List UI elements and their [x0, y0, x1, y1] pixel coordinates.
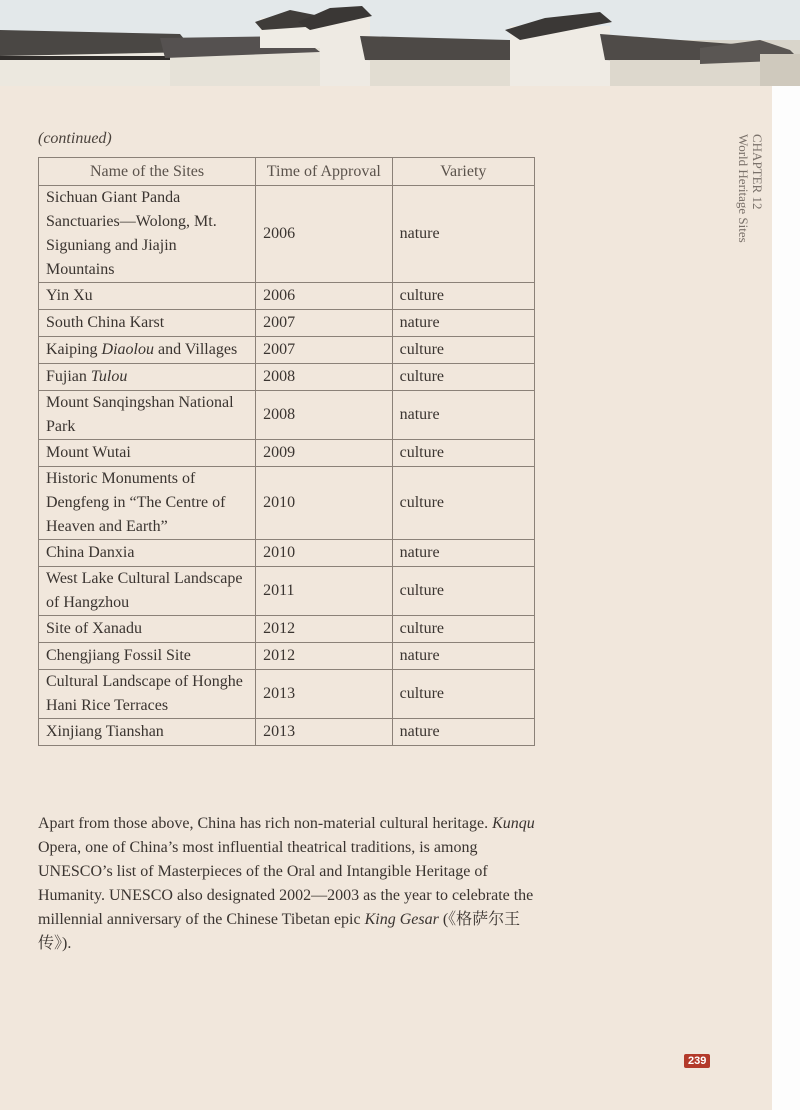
site-name: Xinjiang Tianshan [39, 719, 256, 746]
site-name [39, 337, 256, 364]
table-row [39, 616, 535, 643]
site-name: Mount Sanqingshan National Park [39, 391, 256, 440]
table-row [39, 283, 535, 310]
site-year: 2009 [256, 440, 393, 467]
site-name: China Danxia [39, 540, 256, 567]
site-variety: nature [392, 540, 534, 567]
table-row [39, 186, 535, 283]
table-row [39, 540, 535, 567]
site-variety: culture [392, 337, 534, 364]
table-row [39, 643, 535, 670]
rooftops-illustration [0, 0, 800, 88]
site-name-part: Fujian [46, 368, 91, 385]
site-variety: culture [392, 467, 534, 540]
site-name: Yin Xu [39, 283, 256, 310]
chapter-side-label [736, 134, 764, 243]
table-row [39, 391, 535, 440]
site-year: 2011 [256, 567, 393, 616]
heritage-paragraph [38, 812, 538, 956]
site-name: Historic Monuments of Dengfeng in “The Centre of Heaven and Earth” [39, 467, 256, 540]
site-year: 2008 [256, 364, 393, 391]
site-year: 2010 [256, 467, 393, 540]
site-name-italic: Tulou [90, 368, 128, 385]
site-name: Chengjiang Fossil Site [39, 643, 256, 670]
site-name: Cultural Landscape of Honghe Hani Rice Terraces [39, 670, 256, 719]
site-year: 2010 [256, 540, 393, 567]
site-name-part: and Villages [154, 341, 238, 358]
site-variety: nature [392, 186, 534, 283]
site-year: 2012 [256, 643, 393, 670]
table-row [39, 467, 535, 540]
site-variety: culture [392, 670, 534, 719]
heritage-sites-table [38, 157, 535, 746]
site-name: South China Karst [39, 310, 256, 337]
site-variety: culture [392, 616, 534, 643]
site-year: 2013 [256, 670, 393, 719]
site-variety: culture [392, 567, 534, 616]
page-number-badge: 239 [684, 1054, 710, 1068]
chapter-title: World Heritage Sites [736, 134, 751, 243]
table-row [39, 310, 535, 337]
site-name-italic: Diaolou [101, 341, 154, 358]
site-year: 2007 [256, 310, 393, 337]
site-name: Sichuan Giant Panda Sanctuaries—Wolong, Mt. Siguniang and Jiajin Mountains [39, 186, 256, 283]
site-variety: nature [392, 310, 534, 337]
site-variety: culture [392, 440, 534, 467]
site-name-part: Kaiping [46, 341, 102, 358]
table-row [39, 719, 535, 746]
site-year: 2007 [256, 337, 393, 364]
paragraph-text: Apart from those above, China has rich non-material cultural heritage. [38, 815, 493, 832]
header-time: Time of Approval [256, 158, 393, 186]
page-edge [772, 86, 800, 1110]
site-year: 2012 [256, 616, 393, 643]
site-variety: nature [392, 391, 534, 440]
site-variety: culture [392, 283, 534, 310]
site-name: Mount Wutai [39, 440, 256, 467]
table-row [39, 670, 535, 719]
site-name: West Lake Cultural Landscape of Hangzhou [39, 567, 256, 616]
table-header-row [39, 158, 535, 186]
site-variety: nature [392, 719, 534, 746]
king-gesar-italic: King Gesar [364, 911, 439, 928]
site-name: Site of Xanadu [39, 616, 256, 643]
paragraph-text: Opera, one of China’s most influential theatrical traditions, is among UNESCO’s list of Masterpieces of the Oral and Intangible Heritage of Humanity. UNESCO also designated 2002—2003 as the year to celebrate the millennial anniversary of the Chinese Tibetan epic [38, 839, 534, 928]
site-year: 2006 [256, 186, 393, 283]
table-row [39, 567, 535, 616]
paragraph-text: (《格萨尔王传》). [38, 911, 521, 952]
site-year: 2013 [256, 719, 393, 746]
header-variety: Variety [392, 158, 534, 186]
header-name: Name of the Sites [39, 158, 256, 186]
table-row [39, 440, 535, 467]
site-variety: nature [392, 643, 534, 670]
header-photo-rooftops [0, 0, 800, 88]
site-variety: culture [392, 364, 534, 391]
site-year: 2006 [256, 283, 393, 310]
site-year: 2008 [256, 391, 393, 440]
kunqu-italic: Kunqu [492, 815, 535, 832]
chapter-number: CHAPTER 12 [750, 134, 765, 210]
continued-label: (continued) [38, 130, 112, 147]
site-name [39, 364, 256, 391]
table-row [39, 337, 535, 364]
table-row [39, 364, 535, 391]
